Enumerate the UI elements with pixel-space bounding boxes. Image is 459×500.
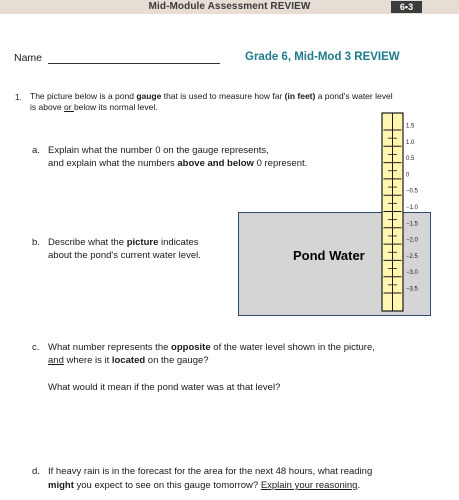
gauge-label: −1.5 (406, 221, 418, 228)
gauge-label: −3.5 (406, 286, 418, 293)
gauge-label: 1.5 (406, 123, 415, 130)
header-title: Mid-Module Assessment REVIEW (148, 1, 311, 12)
part-a-line1: Explain what the number 0 on the gauge represents, (48, 145, 269, 156)
name-line (48, 63, 220, 64)
part-d-line2: might you expect to see on this gauge tomorrow? Explain your reasoning. (48, 480, 361, 491)
name-label: Name (14, 52, 43, 64)
gauge-label: 1.0 (406, 139, 415, 146)
part-d-letter: d. (32, 466, 40, 477)
question1-line1: The picture below is a pond gauge that is used to measure how far (in feet) a pond's water level (30, 91, 393, 101)
question-number: 1. (15, 93, 22, 102)
part-c-line3: What would it mean if the pond water was at that level? (48, 382, 281, 393)
part-a-line2: and explain what the numbers above and below 0 represent. (48, 158, 308, 169)
gauge-label: 0.5 (406, 156, 415, 163)
part-b-letter: b. (32, 237, 40, 248)
part-b-line1: Describe what the picture indicates (48, 237, 199, 248)
gauge-label: −2.5 (406, 253, 418, 260)
part-b-line2: about the pond's current water level. (48, 250, 201, 261)
gauge-labels (406, 124, 419, 293)
gauge-label: −1.0 (406, 205, 418, 211)
gauge-label: −3.0 (406, 270, 418, 277)
pond-water-label: Pond Water (293, 248, 365, 263)
part-c-line2: and where is it located on the gauge? (48, 355, 209, 366)
part-c-letter: c. (32, 342, 40, 353)
gauge-label: 0 (406, 172, 410, 179)
question1-line2: is above or below its normal level. (30, 102, 158, 112)
part-d-line1: If heavy rain is in the forecast for the area for the next 48 hours, what reading (48, 466, 373, 477)
pond-gauge (370, 112, 432, 314)
gauge-label: −2.0 (406, 237, 418, 244)
module-badge: 6•3 (391, 1, 422, 13)
gauge-label: −0.5 (406, 188, 418, 195)
grade-title: Grade 6, Mid-Mod 3 REVIEW (245, 51, 400, 63)
part-c-line1: What number represents the opposite of the water level shown in the picture, (48, 342, 375, 353)
part-a-letter: a. (32, 145, 40, 156)
